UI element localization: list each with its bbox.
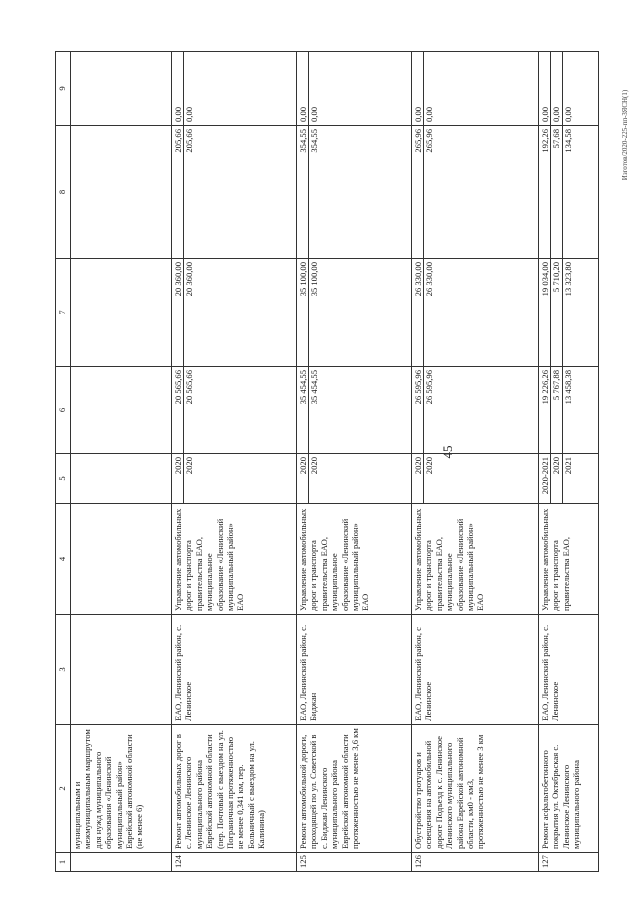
project-name: Ремонт автомобильной дороги, проходящей по ул. Советской в с. Биджан Ленинского муниципального района Еврейской автономной области протяженностью не менее 3,6 км (297, 725, 412, 853)
value-line: 26 595,96 (413, 367, 424, 453)
value-line: 0,00 (173, 52, 184, 125)
value-line: 26 595,96 (424, 370, 435, 405)
value-line: 20 565,66 (173, 367, 184, 453)
customer (71, 504, 172, 615)
federal-funds (71, 259, 172, 367)
value-line: 26 330,00 (413, 259, 424, 366)
value-line: 134,58 (562, 129, 573, 153)
value-line: 0,00 (184, 106, 195, 122)
location: ЕАО, Ленинский район, с. Биджан (297, 615, 412, 725)
regional-funds (71, 126, 172, 259)
table-row (539, 52, 599, 872)
years (412, 454, 539, 504)
value-line: 0,00 (424, 106, 435, 122)
value-line: 5 767,88 (551, 367, 562, 453)
header-cell: 3 (56, 615, 71, 725)
value-line: 26 330,00 (424, 262, 435, 297)
customer: Управление автомобильных дорог и транспорта правительства ЕАО, муниципальное образование «Ленинский муниципальный район» ЕАО (172, 504, 297, 615)
project-name: муниципальным и межмуниципальным маршрутом для нужд муниципального образования «Ленинский муниципальный район» Еврейской автономной области (не менее 6) (71, 725, 172, 853)
table-row (71, 52, 172, 872)
value-line: 0,00 (309, 106, 320, 122)
value-line: 2020 (309, 457, 320, 475)
customer: Управление автомобильных дорог и транспорта правительства ЕАО, (539, 504, 599, 615)
header-cell: 4 (56, 504, 71, 615)
municipal-funds (71, 52, 172, 126)
regional-funds (297, 126, 412, 259)
value-line: 20 360,00 (173, 259, 184, 366)
value-line: 2020 (413, 454, 424, 503)
value-line: 2020 (173, 454, 184, 503)
value-line: 354,55 (298, 126, 309, 258)
value-line: 20 360,00 (184, 262, 195, 297)
location: ЕАО, Ленинский район, с Ленинское (412, 615, 539, 725)
value-line: 205,66 (173, 126, 184, 258)
value-line: 19 034,00 (540, 259, 551, 366)
value-line: 0,00 (551, 52, 562, 125)
location (71, 615, 172, 725)
municipal-funds (172, 52, 297, 126)
table-row (172, 52, 297, 872)
years (172, 454, 297, 504)
federal-funds (412, 259, 539, 367)
location: ЕАО, Ленинский район, с. Ленинское (539, 615, 599, 725)
value-line: 35 454,55 (298, 367, 309, 453)
federal-funds (539, 259, 599, 367)
page-number: 45 (440, 445, 455, 459)
regional-funds (172, 126, 297, 259)
value-line: 2020 (551, 454, 562, 503)
years (297, 454, 412, 504)
value-line: 0,00 (540, 52, 551, 125)
row-number (71, 853, 172, 872)
value-line: 35 454,55 (309, 370, 320, 405)
value-line: 0,00 (562, 106, 573, 122)
header-cell: 6 (56, 367, 71, 454)
municipal-funds (539, 52, 599, 126)
value-line: 20 565,66 (184, 370, 195, 405)
header-row (56, 52, 71, 872)
value-line: 2020 (424, 457, 435, 475)
project-name: Ремонт автомобильных дорог в с. Ленинское Ленинского муниципального района Еврейской автономной области (пер. Почтовый с выездом на ул. Пограничная протяженностью не менее 0,341 км, пер. Больничный с выездом на ул. Калинина) (172, 725, 297, 853)
value-line: 2020 (184, 457, 195, 475)
value-line: 2020-2021 (540, 454, 551, 503)
years (71, 454, 172, 504)
federal-funds (172, 259, 297, 367)
row-number: 127 (539, 853, 599, 872)
header-cell: 2 (56, 725, 71, 853)
value-line: 2020 (298, 454, 309, 503)
value-line: 13 323,80 (562, 262, 573, 297)
municipal-funds (297, 52, 412, 126)
value-line: 19 226,26 (540, 367, 551, 453)
value-line: 13 458,38 (562, 370, 573, 405)
value-line: 265,96 (413, 126, 424, 258)
municipal-funds (412, 52, 539, 126)
regional-funds (412, 126, 539, 259)
row-number: 124 (172, 853, 297, 872)
customer: Управление автомобильных дорог и транспорта правительства ЕАО, муниципальное образование «Ленинский муниципальный район» ЕАО (297, 504, 412, 615)
table-row (412, 52, 539, 872)
budget-table (55, 51, 599, 872)
value-line: 35 100,00 (309, 262, 320, 297)
header-cell: 8 (56, 126, 71, 259)
project-name: Обустройство тротуаров и освещения на автомобильной дороге Подъезд к с. Ленинское Ленинского муниципального района Еврейской автономной области, км0 - км3, протяженностью не менее 3 км (412, 725, 539, 853)
header-cell: 5 (56, 454, 71, 504)
years (539, 454, 599, 504)
total-cost (297, 367, 412, 454)
rotated-table-container (55, 52, 595, 872)
value-line: 57,68 (551, 126, 562, 258)
value-line: 265,96 (424, 129, 435, 153)
total-cost (412, 367, 539, 454)
value-line: 0,00 (298, 52, 309, 125)
value-line: 205,66 (184, 129, 195, 153)
value-line: 2021 (562, 457, 573, 475)
row-number: 125 (297, 853, 412, 872)
table-row (297, 52, 412, 872)
row-number: 126 (412, 853, 539, 872)
total-cost (172, 367, 297, 454)
location: ЕАО, Ленинский район, с. Ленинское (172, 615, 297, 725)
project-name: Ремонт асфальтобетонного покрытия ул. Октябрьская с. Ленинское Ленинского муниципального района (539, 725, 599, 853)
total-cost (71, 367, 172, 454)
header-cell: 7 (56, 259, 71, 367)
total-cost (539, 367, 599, 454)
value-line: 5 710,20 (551, 259, 562, 366)
value-line: 192,26 (540, 126, 551, 258)
header-cell: 1 (56, 853, 71, 872)
value-line: 35 100,00 (298, 259, 309, 366)
header-cell: 9 (56, 52, 71, 126)
federal-funds (297, 259, 412, 367)
value-line: 0,00 (413, 52, 424, 125)
regional-funds (539, 126, 599, 259)
customer: Управление автомобильных дорог и транспорта правительства ЕАО, муниципальное образование «Ленинский муниципальный район» ЕАО (412, 504, 539, 615)
side-note: Изготов/2020-225-пп-ЗЯСН(1) (621, 89, 629, 181)
value-line: 354,55 (309, 129, 320, 153)
